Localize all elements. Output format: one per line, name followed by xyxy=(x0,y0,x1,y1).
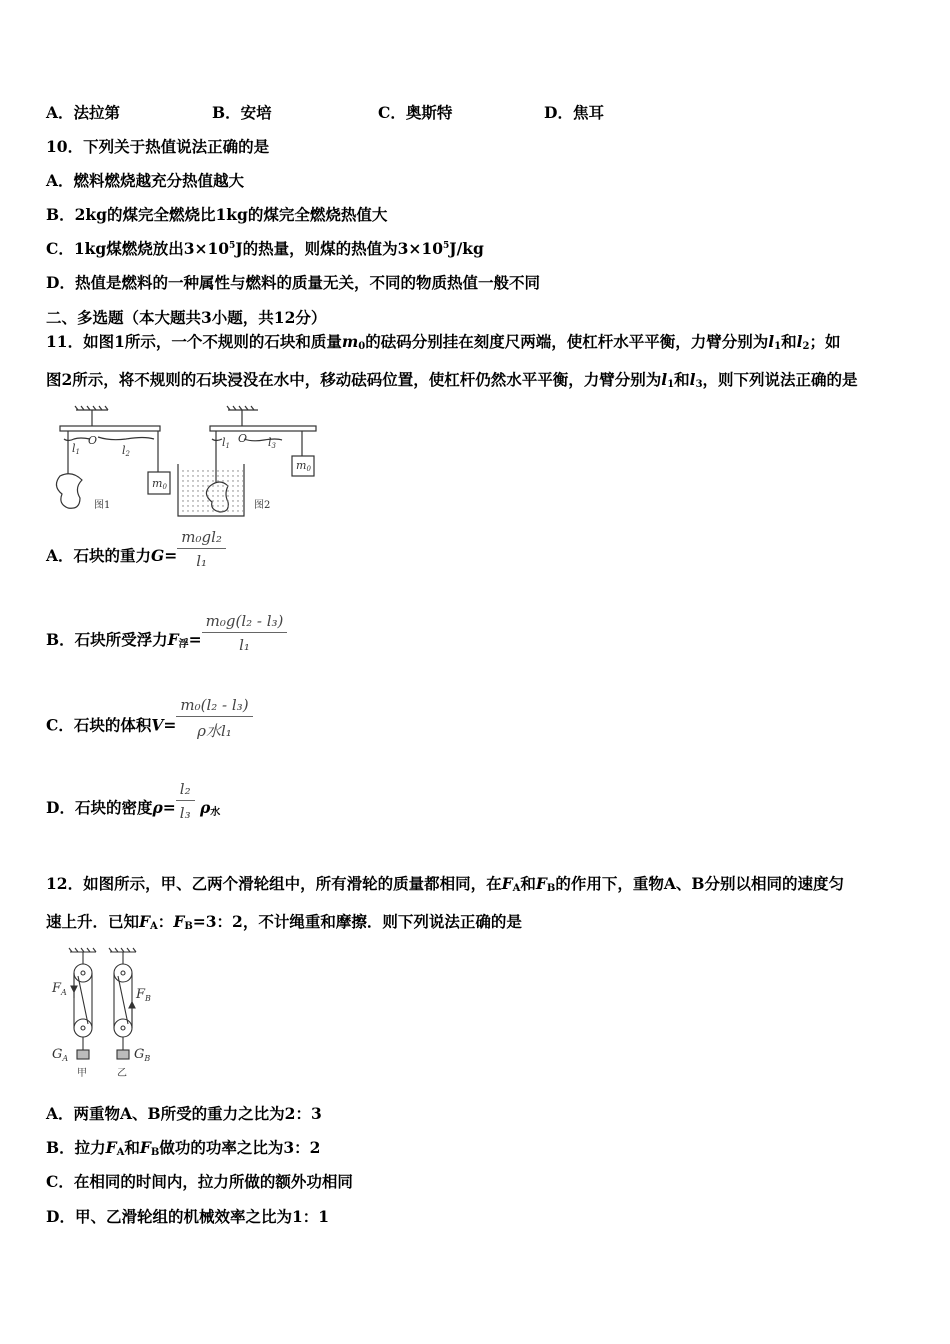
label-fa: $F_A$ xyxy=(52,981,67,997)
q9-option-d: D．焦耳 xyxy=(544,103,604,122)
stone-shape-1 xyxy=(56,474,82,509)
q11-stem-line2: 图2所示，将不规则的石块浸没在水中，移动砝码位置，使杠杆仍然水平平衡，力臂分别为$l_1$和$l_3$，则下列说法正确的是 xyxy=(46,370,858,390)
pulley-yi-fixed xyxy=(114,964,132,982)
q10-option-c: C．1kg煤燃烧放出$3\times 10^5J$的热量，则煤的热值为$3\times 10^5J/kg$ xyxy=(46,239,484,258)
q12-stem-line2: 速上升．已知$F_A$：$F_B=3$：2，不计绳重和摩擦．则下列说法正确的是 xyxy=(46,912,522,932)
q9-options xyxy=(46,101,604,123)
q11-option-d: D．石块的密度ρ= $\frac{\text{l₂}}{\text{l₃}}$ $\rho_水$ xyxy=(46,780,221,822)
q9-option-b: B．安培 xyxy=(212,103,272,122)
fig2-o-label: O xyxy=(238,432,248,445)
q11-option-a: A．石块的重力G= $\frac{\text{m₀gl₂}}{\text{l₁}}$ xyxy=(46,536,226,578)
section-heading: 二、多选题（本大题共3小题，共12分） xyxy=(46,308,327,327)
q11-d-fraction: $\frac{\text{l₂}}{\text{l₃}}$ xyxy=(176,780,195,822)
fig1-l2-label: l2 xyxy=(122,444,130,458)
q11-a-fraction: $\frac{\text{m₀gl₂}}{\text{l₁}}$ xyxy=(177,528,226,570)
label-fb: $F_B$ xyxy=(136,987,151,1003)
fig1-o-label: O xyxy=(88,434,98,447)
pulley-jia-fixed xyxy=(74,964,92,982)
pulley-jia-moving xyxy=(74,1019,92,1037)
q12-option-b: B．拉力$F_A$和$F_B$做功的功率之比为3：2 xyxy=(46,1138,321,1158)
fig2-l1-label: l1 xyxy=(222,436,230,450)
fig1-l1-label: l1 xyxy=(72,442,80,456)
q10-option-b: B．2kg的煤完全燃烧比1kg的煤完全燃烧热值大 xyxy=(46,205,388,224)
label-jia: 甲 xyxy=(77,1068,87,1079)
label-gb: $G_B$ xyxy=(134,1047,151,1063)
q11-option-b: B．石块所受浮力$F_浮=$ $\frac{\text{m₀g(l₂ - l₃)}}{\text{l₁}}$ xyxy=(46,620,287,662)
fig2-l3-label: l3 xyxy=(268,436,276,450)
q12-option-d: D．甲、乙滑轮组的机械效率之比为1：1 xyxy=(46,1207,330,1226)
fig1-m0-label: m0 xyxy=(152,477,167,491)
q10-option-d: D．热值是燃料的一种属性与燃料的质量无关，不同的物质热值一般不同 xyxy=(46,273,540,292)
lever-figure xyxy=(46,404,336,520)
fig2-caption: 图2 xyxy=(254,500,271,511)
q11-c-fraction: $\frac{\text{m₀(l₂ - l₃)}}{\text{ρ水l₁}}$ xyxy=(176,696,252,741)
label-yi: 乙 xyxy=(117,1068,127,1079)
pulley-yi-moving xyxy=(114,1019,132,1037)
q12-option-a: A．两重物A、B所受的重力之比为2：3 xyxy=(46,1104,322,1123)
fig2-m0-label: m0 xyxy=(296,459,311,473)
fig1-caption: 图1 xyxy=(94,500,111,511)
label-ga: $G_A$ xyxy=(52,1047,69,1063)
q10-option-a: A．燃料燃烧越充分热值越大 xyxy=(46,171,245,190)
pulley-figure xyxy=(46,946,176,1082)
q10-stem: 10．下列关于热值说法正确的是 xyxy=(46,137,270,156)
q12-option-c: C．在相同的时间内，拉力所做的额外功相同 xyxy=(46,1172,353,1191)
q11-b-fraction: $\frac{\text{m₀g(l₂ - l₃)}}{\text{l₁}}$ xyxy=(202,612,288,654)
q11-option-c: C．石块的体积V= $\frac{\text{m₀(l₂ - l₃)}}{\text{ρ水l₁}}$ xyxy=(46,704,253,749)
q9-option-c: C．奥斯特 xyxy=(378,103,453,122)
q9-option-a: A．法拉第 xyxy=(46,103,121,122)
q11-stem-line1: 11．如图1所示，一个不规则的石块和质量$m_0$的砝码分别挂在刻度尺两端，使杠杆水平平衡，力臂分别为$l_1$和$l_2$；如 xyxy=(46,332,841,352)
weight-b xyxy=(117,1050,129,1059)
q12-stem-line1: 12．如图所示，甲、乙两个滑轮组中，所有滑轮的质量都相同，在$F_A$和$F_B$的作用下，重物A、B分别以相同的速度匀 xyxy=(46,874,844,894)
weight-a xyxy=(77,1050,89,1059)
